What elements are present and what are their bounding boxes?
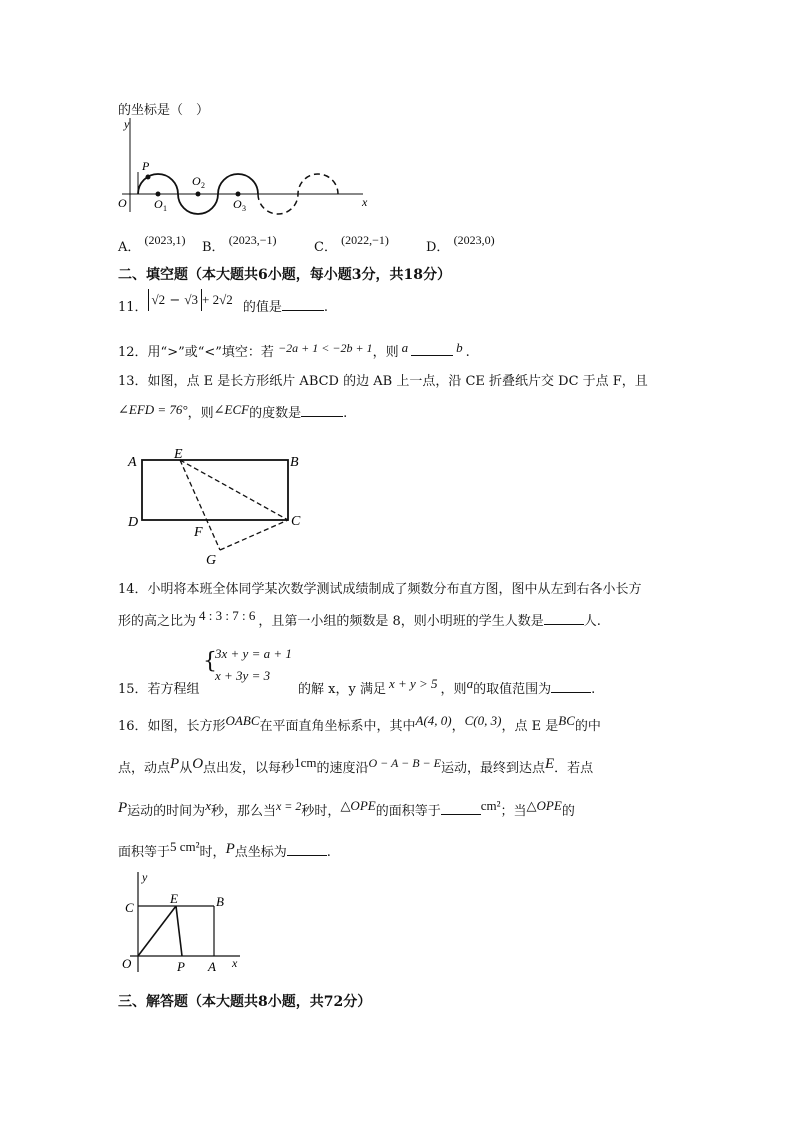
label-a: A <box>128 455 137 470</box>
answer-blank <box>544 612 584 625</box>
o2-sub: 2 <box>201 181 205 190</box>
segment-ep <box>176 906 182 956</box>
x-label: x <box>362 195 368 209</box>
abs-bars: √2 − √3 <box>148 289 202 311</box>
label-p: P <box>177 959 185 974</box>
point-o2 <box>196 192 201 197</box>
q16-line3: P运动的时间为x秒，那么当x = 2秒时，△OPE的面积等于 cm²；当△OPE的 <box>118 798 575 819</box>
q16-line2: 点，动点P从O点出发，以每秒1cm的速度沿O − A − B − E运动，最终到达点E．若点 <box>118 755 594 776</box>
point-o3 <box>236 192 241 197</box>
o3-label: O <box>233 197 242 211</box>
q12: 12．用“>”或“<”填空：若 −2a + 1 < −2b + 1，则 a b . <box>118 340 470 360</box>
q15-rest: 的解 x，y 满足 x + y > 5 ，则a的取值范围为 . <box>298 676 596 697</box>
q16-line4: 面积等于5 cm²时，P点坐标为 . <box>118 839 331 860</box>
answer-blank <box>282 298 324 311</box>
answer-blank <box>301 404 343 417</box>
label-e: E <box>174 447 183 462</box>
q13-line1: 13．如图，点 E 是长方形纸片 ABCD 的边 AB 上一点，沿 CE 折叠纸片交 DC 于点 F，且 <box>118 374 648 389</box>
q15-eq2: x + 3y = 3 <box>215 668 271 683</box>
q16-line1: 16．如图，长方形OABC在平面直角坐标系中，其中A(4, 0)，C(0, 3)，点 E 是BC的中 <box>118 713 601 734</box>
option-c: C． (2022,−1) <box>314 233 389 255</box>
option-a: A． (2023,1) <box>118 233 186 255</box>
q14-line2: 形的高之比为 4 : 3 : 7 : 6 ，且第一小组的频数是 8，则小明班的学生人数是 人. <box>118 608 601 629</box>
brace: { <box>203 649 217 674</box>
label-b: B <box>216 894 224 909</box>
rectangle-abcd <box>142 460 288 520</box>
label-a: A <box>208 959 216 974</box>
origin-label: O <box>118 196 127 210</box>
point-p <box>146 175 151 180</box>
q13-line2: ∠EFD = 76°，则∠ECF的度数是 . <box>118 402 348 421</box>
section-2-title: 二、填空题（本大题共6小题，每小题3分，共18分） <box>118 267 451 283</box>
answer-blank <box>411 343 453 356</box>
q10-figure <box>118 112 388 222</box>
o2-label: O <box>192 174 201 188</box>
q15-eq1: 3x + y = a + 1 <box>215 646 292 661</box>
q14-line1: 14．小明将本班全体同学某次数学测试成绩制成了频数分布直方图，图中从左到右各小长方 <box>118 582 642 597</box>
label-c: C <box>125 900 134 915</box>
q11: 11．√2 − √3 + 2√2 的值是 . <box>118 296 328 318</box>
option-d: D． (2023,0) <box>426 233 495 255</box>
answer-blank <box>287 843 327 856</box>
label-e: E <box>170 891 178 906</box>
answer-blank <box>551 680 591 693</box>
q15-label: 15．若方程组 <box>118 682 200 697</box>
label-b: B <box>290 455 299 470</box>
fold-ec <box>180 460 288 520</box>
q16-figure <box>120 868 250 978</box>
label-c: C <box>291 514 301 529</box>
y-label: y <box>142 870 148 884</box>
p-label: P <box>142 159 150 173</box>
point-o1 <box>156 192 161 197</box>
fold-gc <box>220 520 288 550</box>
answer-blank <box>441 802 481 815</box>
label-g: G <box>206 553 217 568</box>
label-o: O <box>122 956 132 971</box>
o3-sub: 3 <box>242 204 246 213</box>
label-d: D <box>128 515 139 530</box>
x-label: x <box>232 956 238 970</box>
o1-sub: 1 <box>163 204 167 213</box>
q10-text: 的坐标是（ ） <box>118 103 210 118</box>
segment-oe <box>138 906 176 956</box>
y-label: y <box>124 117 130 131</box>
section-3-title: 三、解答题（本大题共8小题，共72分） <box>118 994 372 1010</box>
option-b: B． (2023,−1) <box>202 233 277 255</box>
label-f: F <box>194 525 203 540</box>
o1-label: O <box>154 197 163 211</box>
q13-figure <box>122 446 312 570</box>
